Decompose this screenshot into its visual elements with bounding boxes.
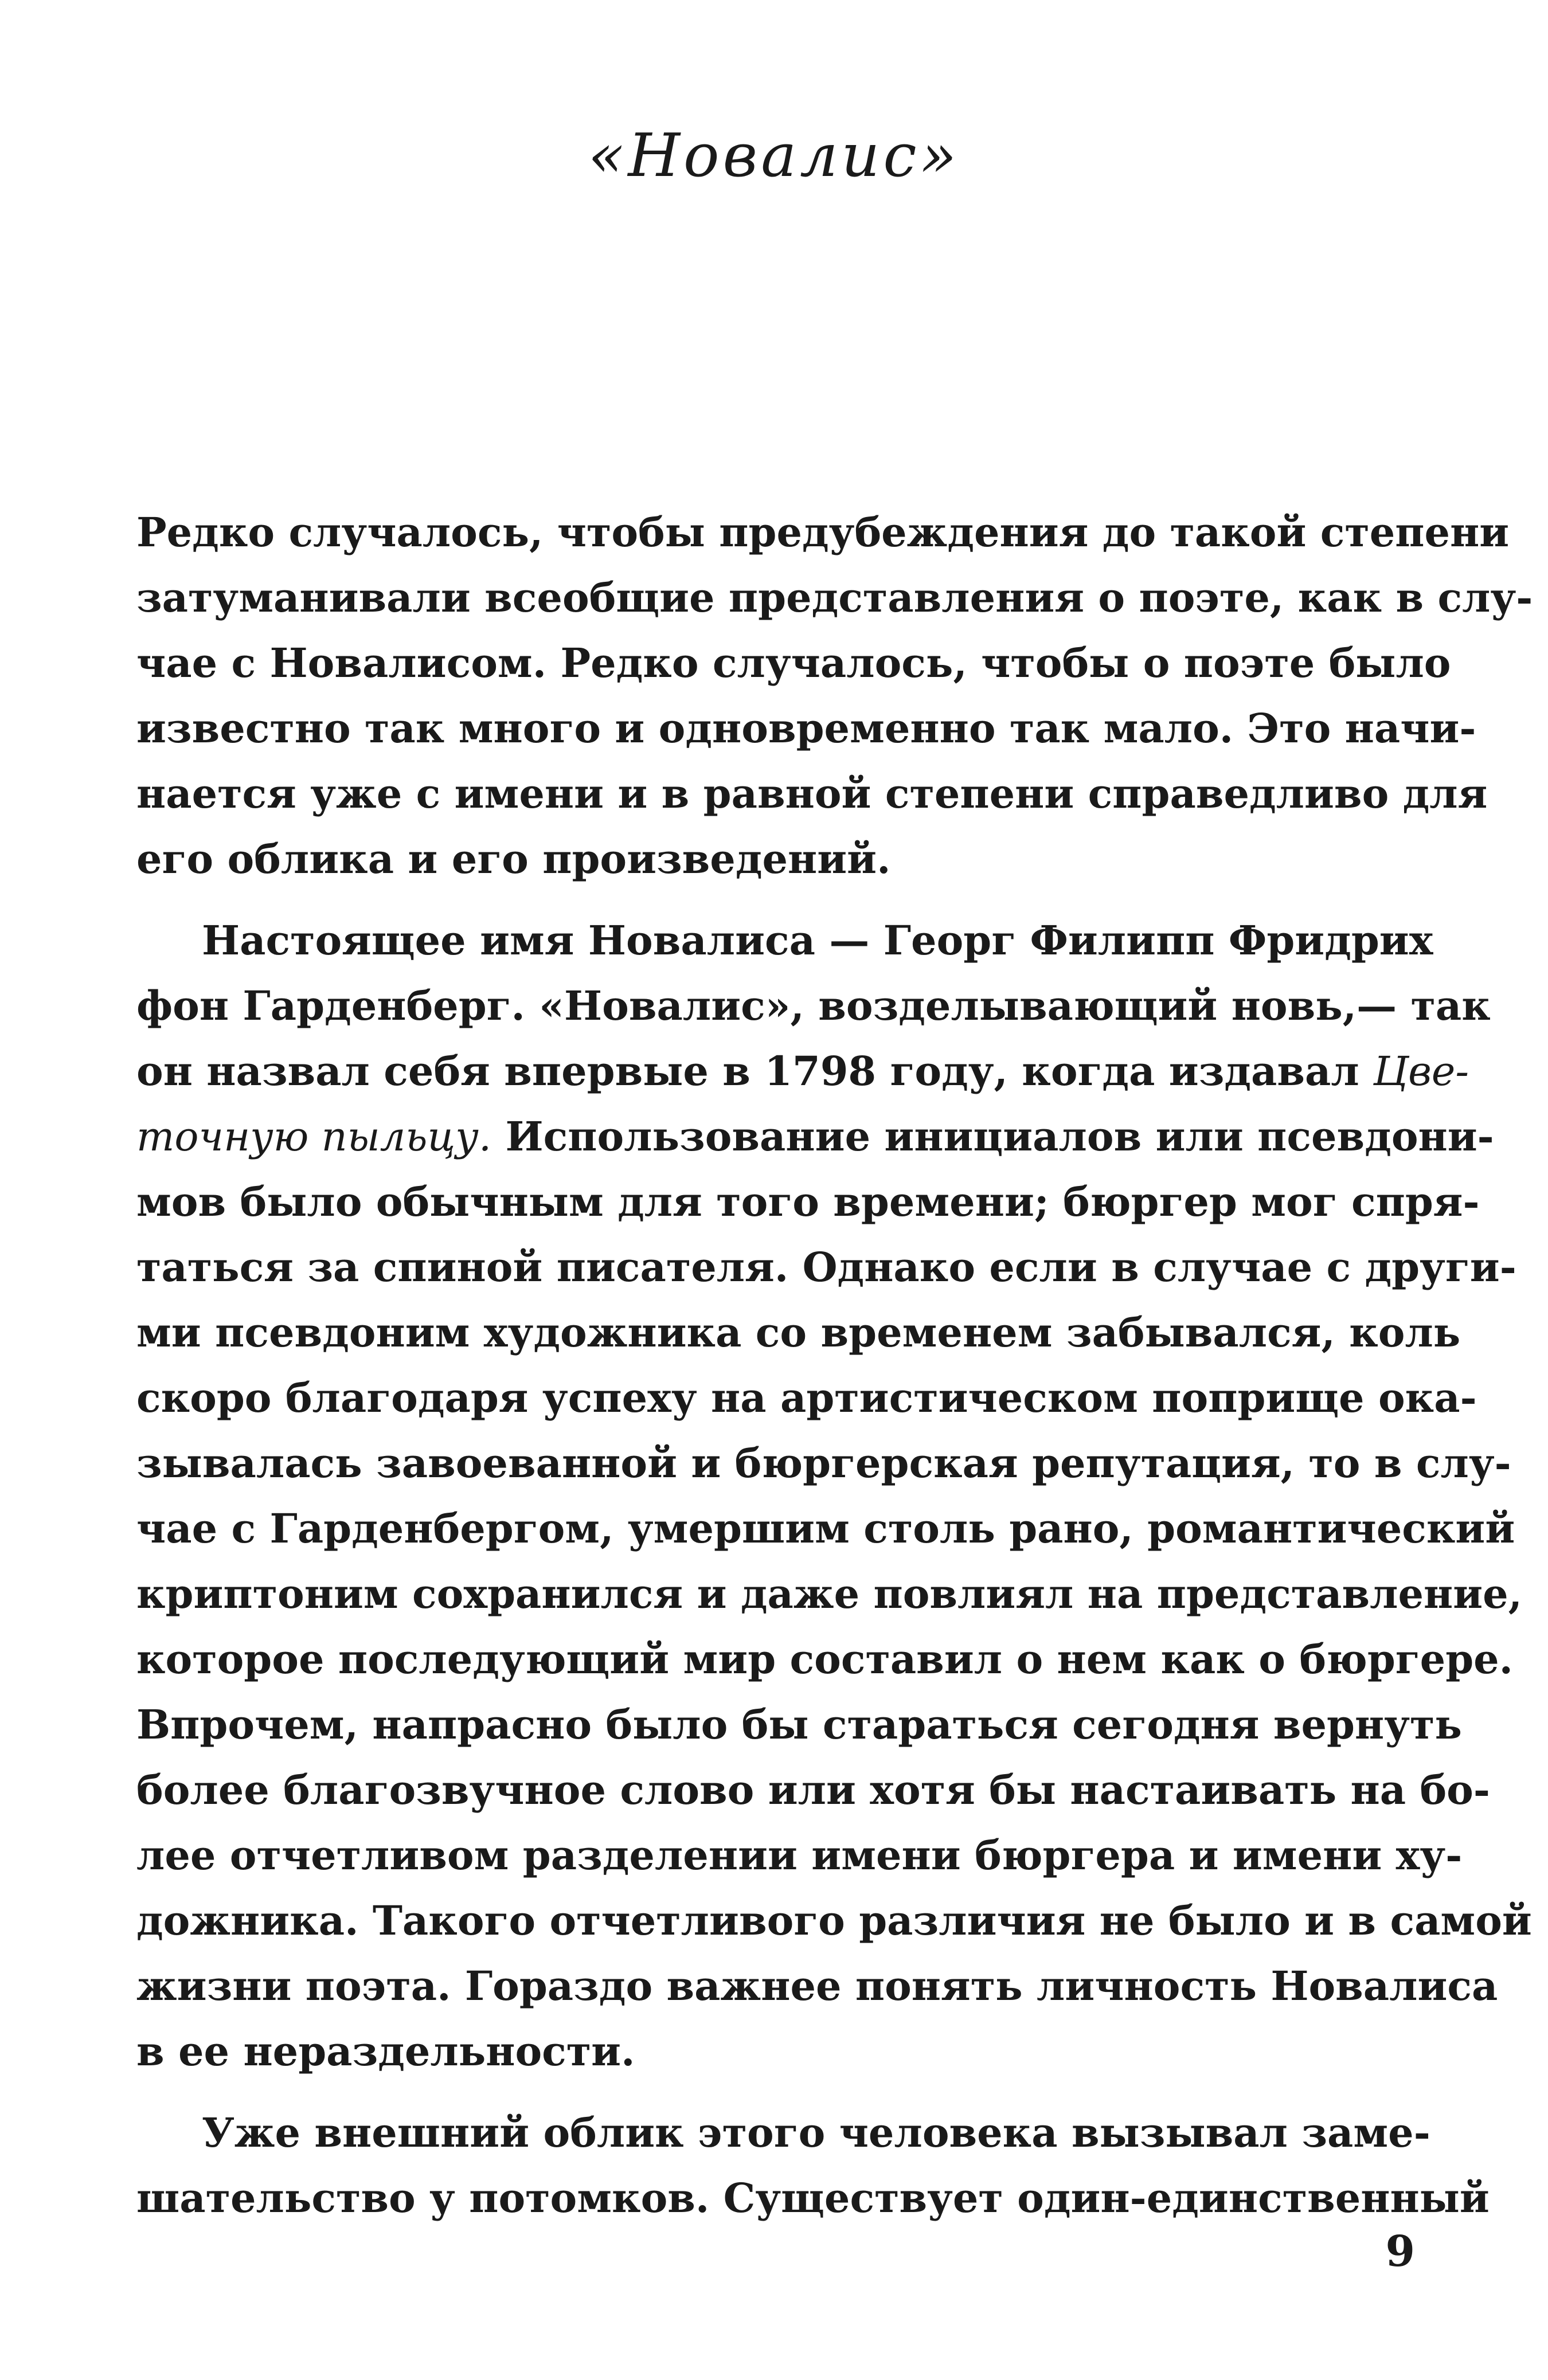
- text-line: его облика и его произведений.: [136, 835, 891, 883]
- text-line: скоро благодаря успеху на артистическом поприще ока-: [136, 1374, 1477, 1422]
- text-line: ми псевдоним художника со временем забывался, коль: [136, 1309, 1461, 1356]
- text-line: лее отчетливом разделении имени бюргера и имени ху-: [136, 1831, 1463, 1879]
- text-line: шательство у потомков. Существует один-единственный: [136, 2174, 1490, 2222]
- text-line: зывалась завоеванной и бюргерская репутация, то в слу-: [136, 1439, 1511, 1487]
- text-line: которое последующий мир составил о нем как о бюргере.: [136, 1635, 1514, 1683]
- text-line: [136, 1039, 1469, 1104]
- text-line: Редко случалось, чтобы предубеждения до такой степени: [136, 508, 1510, 556]
- text-line: нается уже с имени и в равной степени справедливо для: [136, 770, 1488, 817]
- text-line: Настоящее имя Новалиса — Георг Филипп Фридрих: [202, 917, 1433, 964]
- text-line: фон Гарденберг. «Новалис», возделывающий новь,— так: [136, 982, 1491, 1029]
- text-line: чае с Гарденбергом, умершим столь рано, романтический: [136, 1505, 1515, 1552]
- text-line: таться за спиной писателя. Однако если в случае с други-: [136, 1243, 1516, 1291]
- text-line: Уже внешний облик этого человека вызывал заме-: [202, 2109, 1430, 2156]
- text-line: более благозвучное слово или хотя бы настаивать на бо-: [136, 1766, 1490, 1814]
- body-text: [136, 500, 1533, 2231]
- text-line: затуманивали всеобщие представления о поэте, как в слу-: [136, 574, 1533, 621]
- text-line: [136, 1104, 1494, 1169]
- text-line: криптоним сохранился и даже повлиял на представление,: [136, 1570, 1523, 1618]
- text-line: известно так много и одновременно так мало. Это начи-: [136, 704, 1476, 752]
- text-line: в ее нераздельности.: [136, 2027, 635, 2075]
- text-line: дожника. Такого отчетливого различия не было и в самой: [136, 1897, 1532, 1944]
- italic-title-run: Цве-: [1373, 1048, 1469, 1095]
- page-number: 9: [1385, 2227, 1415, 2276]
- text-line: чае с Новалисом. Редко случалось, чтобы о поэте было: [136, 639, 1451, 687]
- chapter-title: «Новалис»: [588, 120, 960, 190]
- text-run: он назвал себя впервые в 1798 году, когда издавал: [136, 1047, 1374, 1095]
- text-run: Использование инициалов или псевдони-: [491, 1113, 1494, 1160]
- text-line: Впрочем, напрасно было бы стараться сегодня вернуть: [136, 1701, 1462, 1748]
- paragraph-gap: [136, 2084, 1417, 2100]
- italic-title-run: точную пыльцу.: [136, 1113, 492, 1160]
- text-line: жизни поэта. Гораздо важнее понять личность Новалиса: [136, 1962, 1498, 2010]
- paragraph-gap: [136, 892, 1417, 908]
- text-line: мов было обычным для того времени; бюргер мог спря-: [136, 1178, 1480, 1226]
